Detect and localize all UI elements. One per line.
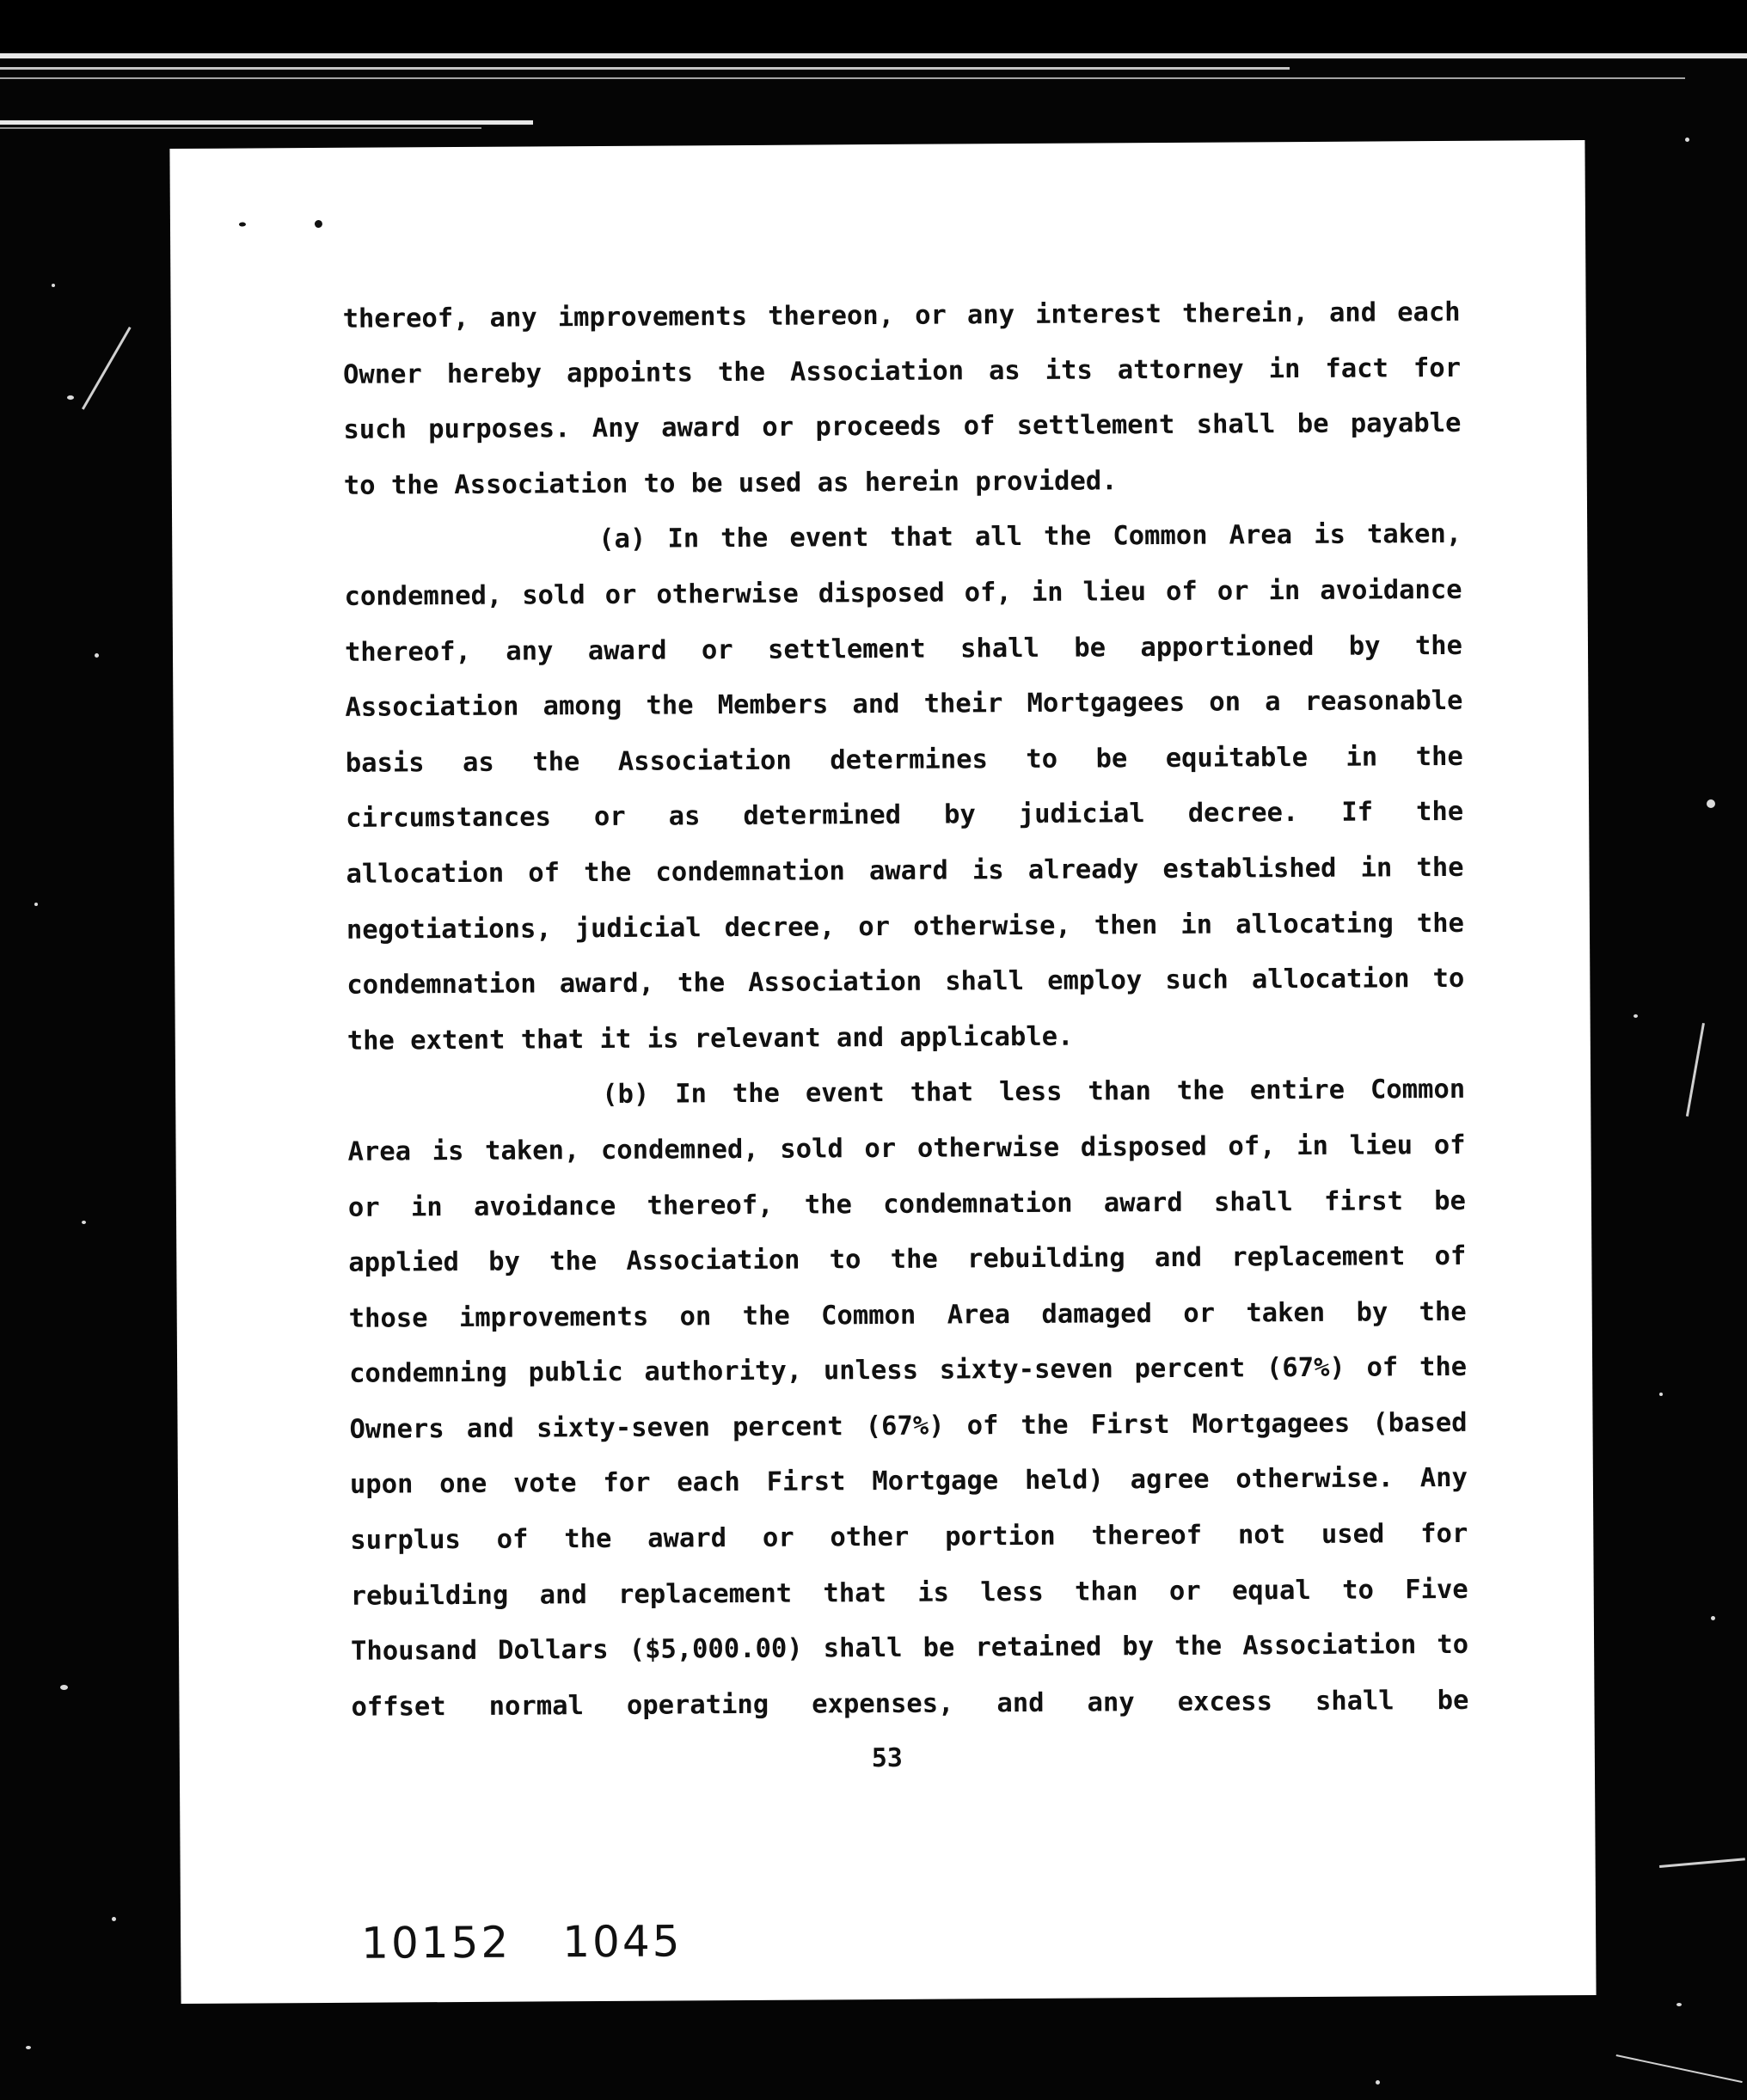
text-line: thereof, any improvements thereon, or any interest therein, and each	[342, 297, 1461, 334]
text-line: or in avoidance thereof, the condemnation award shall first be	[347, 1185, 1467, 1223]
scan-streak	[1616, 2054, 1743, 2083]
text-line: upon one vote for each First Mortgage held) agree otherwise. Any	[349, 1463, 1468, 1501]
text-line: allocation of the condemnation award is already established in the	[346, 852, 1464, 890]
scan-speck	[1634, 1014, 1638, 1018]
scan-speck	[1376, 2080, 1380, 2085]
text-line: thereof, any award or settlement shall be apportioned by the	[344, 630, 1463, 668]
scan-speck	[34, 903, 38, 906]
text-line: applied by the Association to the rebuilding and replacement of	[348, 1240, 1467, 1278]
scan-speck	[112, 1917, 116, 1921]
text-line: circumstances or as determined by judicial decree. If the	[346, 797, 1464, 835]
text-line: to the Association to be used as herein provided.	[343, 466, 1118, 501]
scan-line	[0, 53, 1747, 58]
scan-line	[0, 127, 481, 129]
scan-speck	[1711, 1616, 1715, 1620]
text-line: condemned, sold or otherwise disposed of, in lieu of or in avoidance	[344, 574, 1462, 612]
scan-speck	[82, 1221, 86, 1224]
body-text	[342, 285, 1468, 1736]
scan-speck	[1677, 2003, 1682, 2006]
text-line: condemnation award, the Association shall employ such allocation to	[346, 963, 1465, 1001]
scan-speck	[1685, 138, 1689, 142]
scan-speck	[60, 1685, 68, 1690]
page-number: 53	[871, 1742, 904, 1774]
scan-speck	[67, 395, 74, 400]
text-line: Owners and sixty-seven percent (67%) of the First Mortgagees (based	[349, 1407, 1468, 1445]
scan-streak	[1659, 1858, 1745, 1868]
text-line: Owner hereby appoints the Association as its attorney in fact for	[342, 352, 1462, 390]
scan-speck	[1707, 799, 1715, 808]
text-line: rebuilding and replacement that is less than or equal to Five	[350, 1574, 1468, 1612]
scan-speck	[52, 284, 55, 287]
text-line: offset normal operating expenses, and any excess shall be	[351, 1685, 1469, 1723]
text-line: Area is taken, condemned, sold or otherwise disposed of, in lieu of	[347, 1130, 1466, 1167]
document-page	[169, 140, 1596, 2004]
scan-streak	[82, 327, 132, 410]
scan-speck	[315, 220, 322, 228]
text-line: Thousand Dollars ($5,000.00) shall be retained by the Association to	[351, 1630, 1469, 1668]
scan-line	[0, 120, 533, 125]
subsection-b-heading-line: (b) In the event that less than the entire Common	[602, 1074, 1466, 1111]
scan-top-border	[0, 0, 1747, 52]
scan-speck	[95, 653, 99, 658]
recording-stamp	[361, 1916, 734, 1968]
subsection-a-heading-line: (a) In the event that all the Common Area is taken,	[598, 519, 1462, 555]
text-line: such purposes. Any award or proceeds of settlement shall be payable	[343, 408, 1462, 446]
scan-speck	[1659, 1393, 1663, 1396]
scan-line	[0, 67, 1290, 70]
text-line: Association among the Members and their Mortgagees on a reasonable	[345, 686, 1463, 723]
text-line: basis as the Association determines to be equitable in the	[345, 741, 1463, 779]
text-line: surplus of the award or other portion thereof not used for	[350, 1518, 1468, 1556]
scan-streak	[1686, 1023, 1705, 1117]
text-line: those improvements on the Common Area damaged or taken by the	[348, 1296, 1467, 1334]
scan-speck	[26, 2046, 31, 2049]
text-line: condemning public authority, unless sixty-seven percent (67%) of the	[349, 1352, 1468, 1390]
text-line: the extent that it is relevant and applicable.	[346, 1021, 1074, 1056]
scan-line	[0, 77, 1685, 79]
text-line: negotiations, judicial decree, or otherwise, then in allocating the	[346, 908, 1465, 946]
scan-speck	[239, 223, 246, 227]
stamp-page-number: 1045	[562, 1916, 683, 1968]
stamp-book-number: 10152	[361, 1917, 512, 1968]
